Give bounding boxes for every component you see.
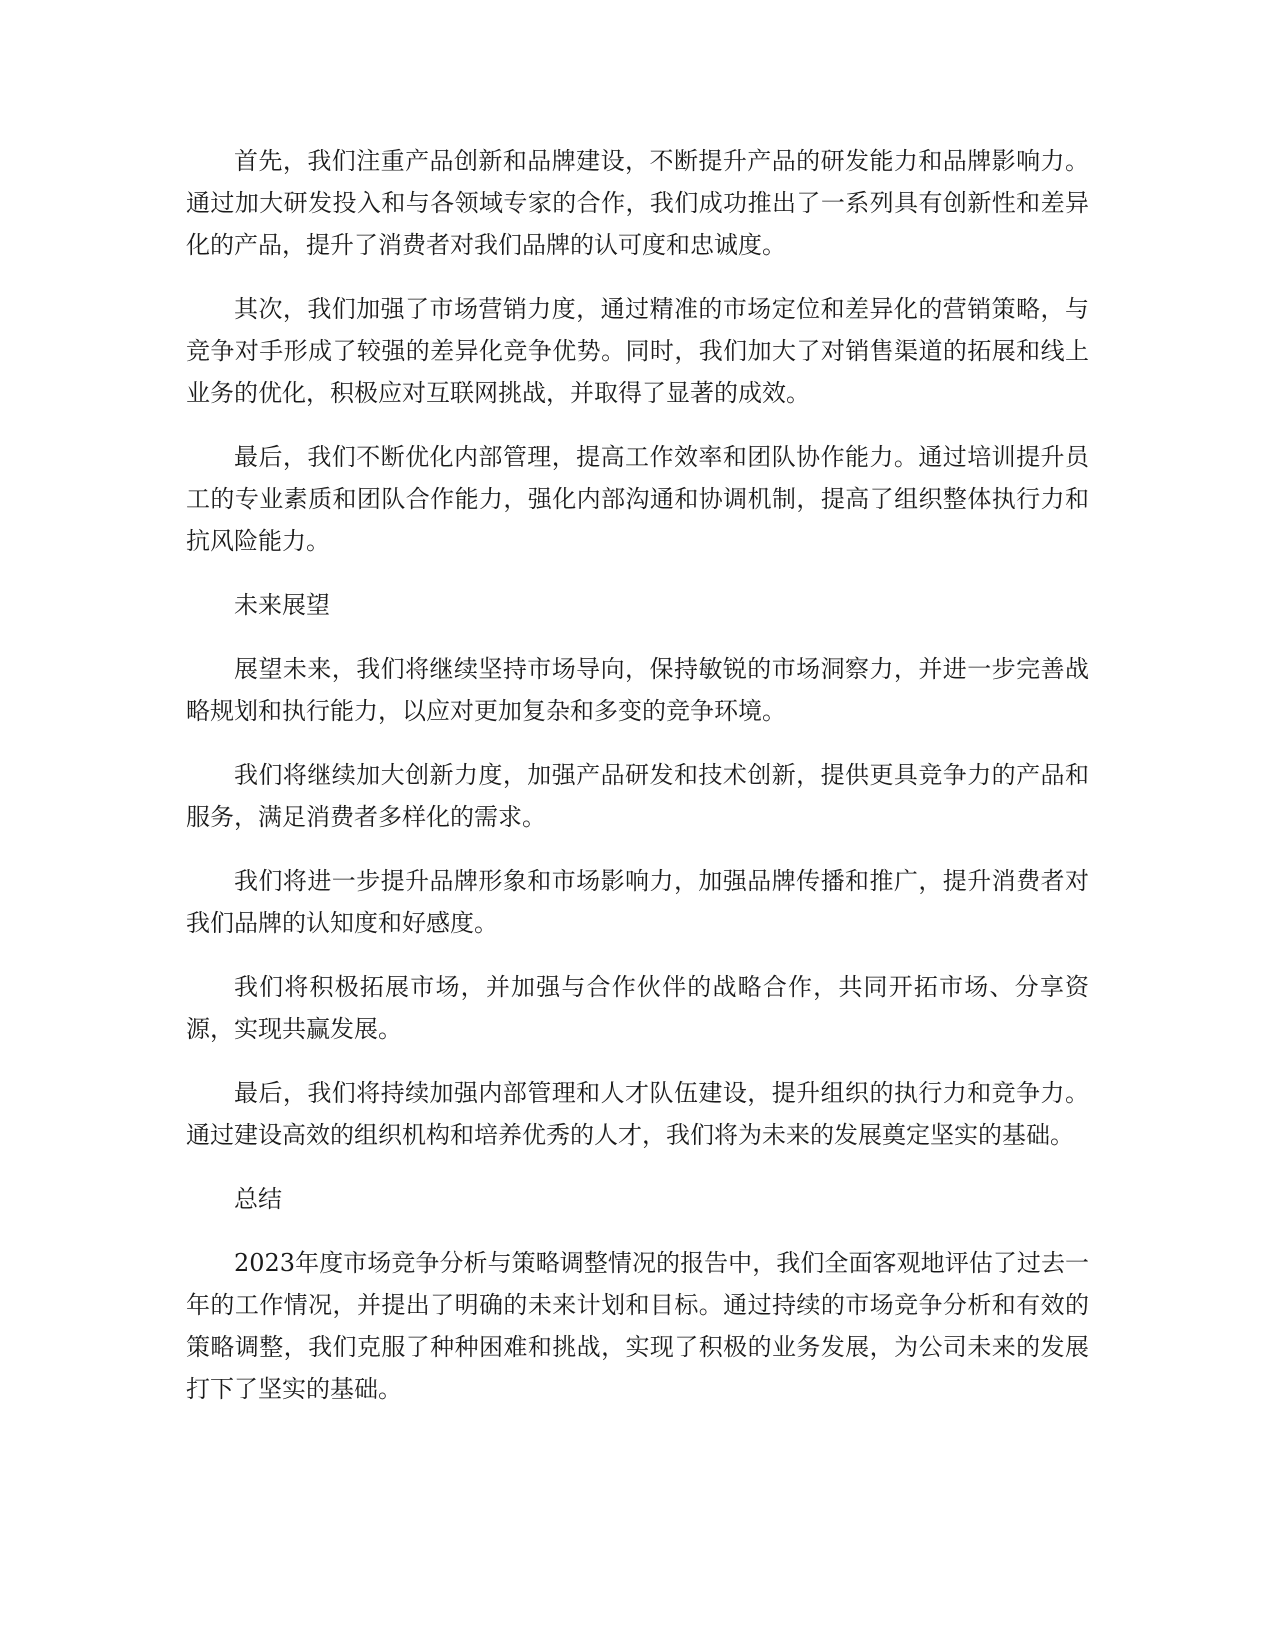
document-body	[186, 140, 1089, 1432]
section-heading-summary: 总结	[234, 1185, 282, 1213]
paragraph-outlook-4: 我们将积极拓展市场，并加强与合作伙伴的战略合作，共同开拓市场、分享资源，实现共赢发展。	[186, 973, 1089, 1043]
paragraph-outlook-1: 展望未来，我们将继续坚持市场导向，保持敏锐的市场洞察力，并进一步完善战略规划和执行能力，以应对更加复杂和多变的竞争环境。	[186, 655, 1089, 725]
paragraph-outlook-5: 最后，我们将持续加强内部管理和人才队伍建设，提升组织的执行力和竞争力。通过建设高效的组织机构和培养优秀的人才，我们将为未来的发展奠定坚实的基础。	[186, 1079, 1089, 1149]
paragraph-outlook-3: 我们将进一步提升品牌形象和市场影响力，加强品牌传播和推广，提升消费者对我们品牌的认知度和好感度。	[186, 867, 1089, 937]
paragraph-summary: 2023年度市场竞争分析与策略调整情况的报告中，我们全面客观地评估了过去一年的工作情况，并提出了明确的未来计划和目标。通过持续的市场竞争分析和有效的策略调整，我们克服了种种困难和挑战，实现了积极的业务发展，为公司未来的发展打下了坚实的基础。	[186, 1249, 1089, 1403]
paragraph-internal-management: 最后，我们不断优化内部管理，提高工作效率和团队协作能力。通过培训提升员工的专业素质和团队合作能力，强化内部沟通和协调机制，提高了组织整体执行力和抗风险能力。	[186, 443, 1089, 555]
paragraph-marketing: 其次，我们加强了市场营销力度，通过精准的市场定位和差异化的营销策略，与竞争对手形成了较强的差异化竞争优势。同时，我们加大了对销售渠道的拓展和线上业务的优化，积极应对互联网挑战，并取得了显著的成效。	[186, 295, 1089, 407]
section-heading-outlook: 未来展望	[234, 591, 330, 619]
paragraph-product-innovation: 首先，我们注重产品创新和品牌建设，不断提升产品的研发能力和品牌影响力。通过加大研发投入和与各领域专家的合作，我们成功推出了一系列具有创新性和差异化的产品，提升了消费者对我们品牌的认可度和忠诚度。	[186, 147, 1089, 259]
paragraph-outlook-2: 我们将继续加大创新力度，加强产品研发和技术创新，提供更具竞争力的产品和服务，满足消费者多样化的需求。	[186, 761, 1089, 831]
